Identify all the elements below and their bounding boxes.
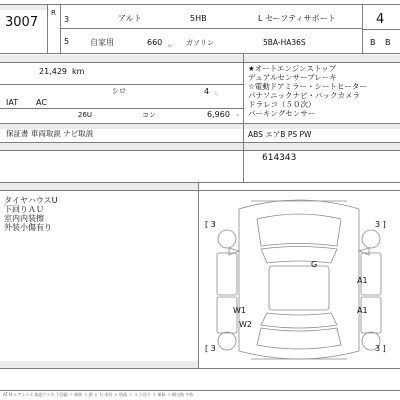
overall-score: 4 xyxy=(376,12,385,27)
mid-header-left xyxy=(0,55,243,62)
remarks-border xyxy=(0,390,400,391)
load-capacity: 6,960 xyxy=(207,110,230,119)
damage-mark: 3 ] xyxy=(375,220,386,229)
inspector-notes-header xyxy=(0,183,198,190)
row-line-a xyxy=(0,62,400,63)
mid-header-right xyxy=(244,55,400,62)
seats: 4 xyxy=(204,87,210,96)
selling-point-item: パナソニックナビ・バックカメラ xyxy=(248,91,360,100)
color: シロ xyxy=(112,87,126,95)
inspector-note-item: 室内内装擦 xyxy=(4,214,44,223)
transmission: IAT xyxy=(6,98,19,107)
interior-grade: B xyxy=(370,38,376,47)
seats-unit: 人 xyxy=(214,91,218,96)
model-code: 5BA-HA36S xyxy=(263,38,306,47)
inspection-number: 614343 xyxy=(262,153,297,163)
row-line-c xyxy=(0,108,243,109)
row-line-f xyxy=(0,150,400,151)
damage-mark: A1 xyxy=(357,276,368,285)
era-mark: R xyxy=(51,9,56,17)
selling-point-item: デュアルセンサーブレーキ xyxy=(248,73,337,82)
damage-mark: 3 ] xyxy=(375,344,386,353)
damage-mark: G xyxy=(311,260,318,269)
equipment-line: ABS エアB PS PW xyxy=(248,130,312,139)
damage-mark: A1 xyxy=(357,306,368,315)
mileage-unit: km xyxy=(72,67,85,76)
inspector-note-item: 外装小傷有り xyxy=(4,223,52,232)
usage: 自家用 xyxy=(90,38,114,47)
damage-mark: [ 3 xyxy=(205,344,216,353)
row-divider-2 xyxy=(362,29,400,30)
model-year: 3 xyxy=(64,15,70,24)
inspector-footer-header xyxy=(0,361,198,368)
selling-point-item: ★オートエンジンストップ xyxy=(248,64,337,73)
damage-mark: [ 3 xyxy=(205,220,216,229)
inspection-no-header xyxy=(244,143,400,150)
lot-divider xyxy=(47,4,48,54)
car-damage-diagram xyxy=(199,191,400,368)
year-divider xyxy=(60,4,61,54)
mid-vertical-divider xyxy=(243,54,244,182)
lot-number: 3007 xyxy=(5,15,39,30)
selling-point-item: パーキングセンサー xyxy=(248,109,316,118)
inspector-note-item: タイヤハウスU xyxy=(4,196,58,205)
mileage: 21,429 xyxy=(39,67,67,76)
documents: 保証書 車両取説 ナビ取説 xyxy=(6,129,94,138)
selling-point-item: ドラレコ（５０次） xyxy=(248,100,316,109)
aircon: AC xyxy=(36,98,47,107)
color-code-label: コン xyxy=(142,111,156,119)
year-type: 26U xyxy=(78,111,93,119)
row-line-b xyxy=(0,84,243,85)
fuel: ガソリン xyxy=(186,39,214,47)
exterior-grade: B xyxy=(385,38,391,47)
inspector-notes-list xyxy=(4,196,57,232)
bottom-border xyxy=(0,368,400,369)
inspector-note-item: 下回りＡＵ xyxy=(4,205,44,214)
displacement: 660 xyxy=(147,38,163,47)
selling-points-list xyxy=(248,64,367,118)
selling-point-item: ☆電動ドアミラー・シートヒーター xyxy=(248,82,367,91)
grade: L セーフティサポート xyxy=(258,14,336,23)
damage-mark: W1 xyxy=(233,306,246,315)
bottom-remarks: AT H エアエスカ 取説ケスカ 下回錆 ノ 補修 ５ 鉄 ６ 打 塗装 ６ 防錆 ５ ３ 下回り ３ 補修 ３ 鋼交換 多数 xyxy=(3,392,194,397)
row-divider-1 xyxy=(60,28,362,29)
load-unit: = xyxy=(236,112,240,117)
doors-shape: 5HB xyxy=(190,14,207,23)
lot-header-cell xyxy=(0,5,47,10)
notes-header xyxy=(0,143,243,150)
equipment-header xyxy=(244,124,400,129)
cc-unit: cc xyxy=(168,43,173,48)
model-month: 5 xyxy=(64,37,70,46)
maker-model: アルト xyxy=(118,14,142,23)
damage-mark: W2 xyxy=(239,320,252,329)
